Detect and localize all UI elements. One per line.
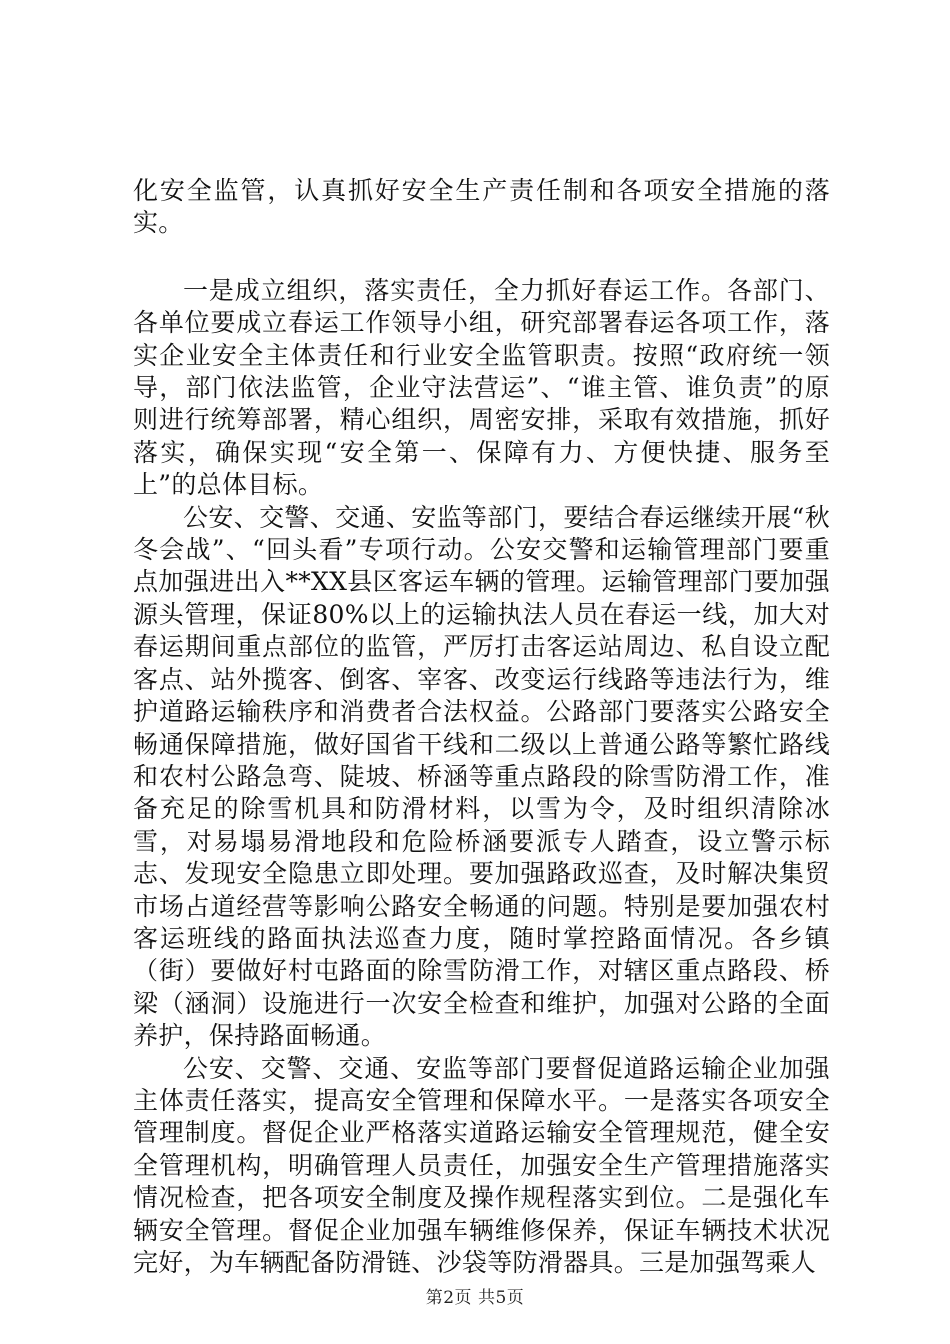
paragraph-organize-responsibility: 一是成立组织，落实责任，全力抓好春运工作。各部门、各单位要成立春运工作领导小组，研究部署春运各项工作，落实企业安全主体责任和行业安全监管职责。按照“政府统一领导，部门依法监管，企业守法营运”、“谁主管、谁负责”的原则进行统筹部署，精心组织，周密安排，采取有效措施，抓好落实，确保实现“安全第一、保障有力、方便快捷、服务至上”的总体目标。 — [133, 275, 830, 500]
document-body — [133, 175, 830, 1279]
page-footer: 第2页 共5页 — [425, 1288, 525, 1308]
paragraph-continuation: 化安全监管，认真抓好安全生产责任制和各项安全措施的落实。 — [133, 176, 830, 238]
paragraph-enterprise-responsibility: 公安、交警、交通、安监等部门要督促道路运输企业加强主体责任落实，提高安全管理和保障水平。一是落实各项安全管理制度。督促企业严格落实道路运输安全管理规范，健全安全管理机构，明确管理人员责任，加强安全生产管理措施落实情况检查，把各项安全制度及操作规程落实到位。二是强化车辆安全管理。督促企业加强车辆维修保养，保证车辆技术状况完好，为车辆配备防滑链、沙袋等防滑器具。三是加强驾乘人 — [133, 1053, 830, 1277]
paragraph-special-action: 公安、交警、交通、安监等部门，要结合春运继续开展“秋冬会战”、“回头看”专项行动。公安交警和运输管理部门要重点加强进出入**XX县区客运车辆的管理。运输管理部门要加强源头管理，保证80%以上的运输执法人员在春运一线，加大对春运期间重点部位的监管，严厉打击客运站周边、私自设立配客点、站外揽客、倒客、宰客、改变运行线路等违法行为，维护道路运输秩序和消费者合法权益。公路部门要落实公路安全畅通保障措施，做好国省干线和二级以上普通公路等繁忙路线和农村公路急弯、陡坡、桥涵等重点路段的除雪防滑工作，准备充足的除雪机具和防滑材料，以雪为令，及时组织清除冰雪，对易塌易滑地段和危险桥涵要派专人踏查，设立警示标志、发现安全隐患立即处理。要加强路政巡查，及时解决集贸市场占道经营等影响公路安全畅通的问题。特别是要加强农村客运班线的路面执法巡查力度，随时掌控路面情况。各乡镇（街）要做好村屯路面的除雪防滑工作，对辖区重点路段、桥梁（涵洞）设施进行一次安全检查和维护，加强对公路的全面养护，保持路面畅通。 — [133, 502, 830, 1051]
